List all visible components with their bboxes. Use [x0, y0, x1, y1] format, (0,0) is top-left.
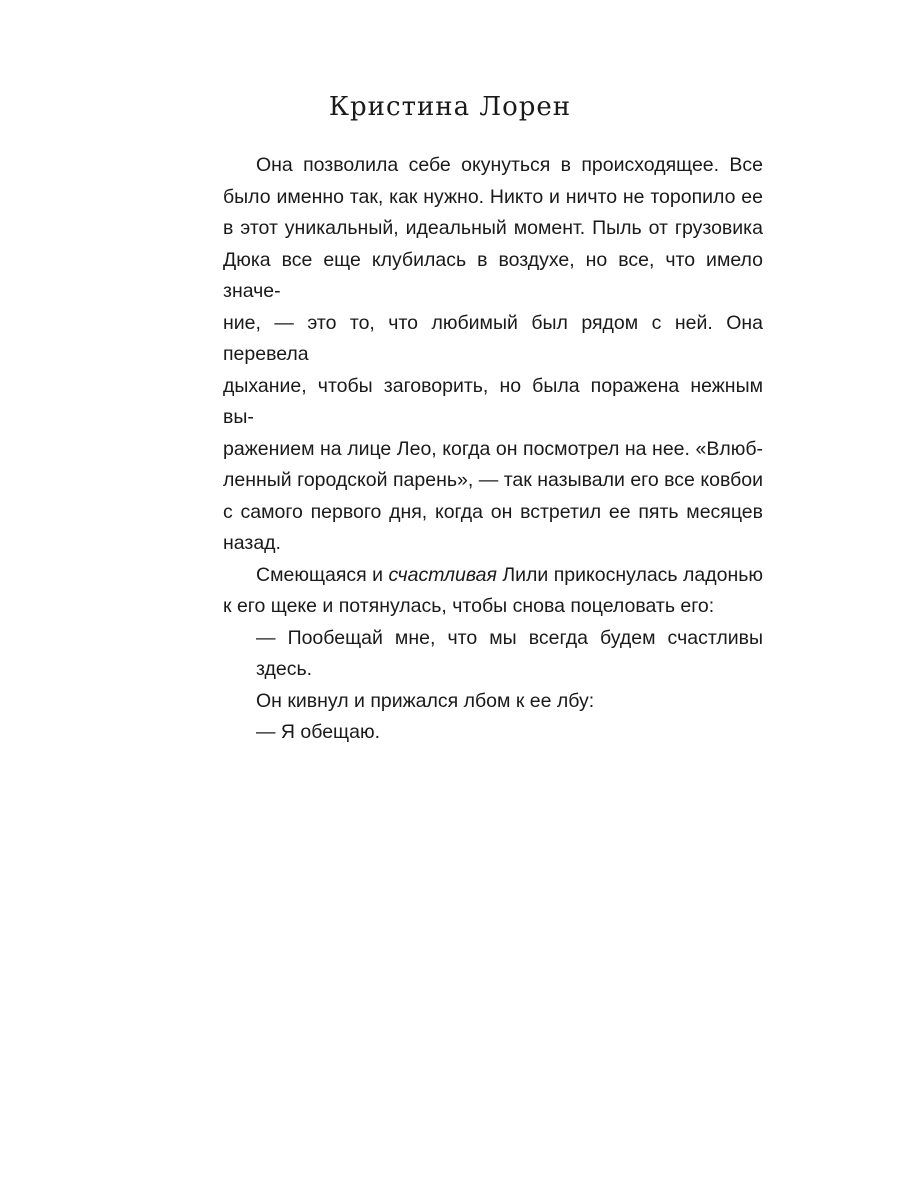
body-text: [223, 150, 763, 749]
text-line: — Пообещай мне, что мы всегда будем счастливы здесь.: [256, 626, 763, 680]
text-line: дыхание, чтобы заговорить, но была поражена нежным вы-: [223, 374, 763, 428]
text-line: ленный городской парень», — так называли его все ковбои: [223, 469, 763, 491]
paragraph-5-dialogue: [223, 717, 763, 749]
text-line: Дюка все еще клубилась в воздухе, но все, что имело значе-: [223, 248, 763, 302]
text-line: ние, — это то, что любимый был рядом с ней. Она перевела: [223, 311, 763, 365]
paragraph-3-dialogue: [223, 623, 763, 686]
text-line: назад.: [223, 532, 281, 554]
text-segment: Смеющаяся и: [256, 563, 389, 586]
text-line: ражением на лице Лео, когда он посмотрел на нее. «Влюб-: [223, 437, 763, 460]
text-segment: Лили прикоснулась ладонью: [496, 563, 763, 586]
paragraph-1: [223, 150, 763, 560]
paragraph-4: [223, 686, 763, 718]
text-line: к его щеке и потянулась, чтобы снова поцеловать его:: [223, 595, 715, 617]
text-line: Она позволила себе окунуться в происходящее. Все: [256, 154, 763, 176]
text-line: — Я обещаю.: [256, 721, 380, 743]
running-header-author: Кристина Лорен: [328, 92, 572, 122]
text-line: [223, 560, 763, 592]
text-line: с самого первого дня, когда он встретил ее пять месяцев: [223, 500, 763, 523]
text-line: было именно так, как нужно. Никто и ничто не торопило ее: [223, 185, 763, 208]
text-line: в этот уникальный, идеальный момент. Пыль от грузовика: [223, 217, 763, 239]
italic-word: счастливая: [388, 563, 497, 586]
paragraph-2: [223, 560, 763, 623]
text-line: Он кивнул и прижался лбом к ее лбу:: [256, 689, 595, 712]
